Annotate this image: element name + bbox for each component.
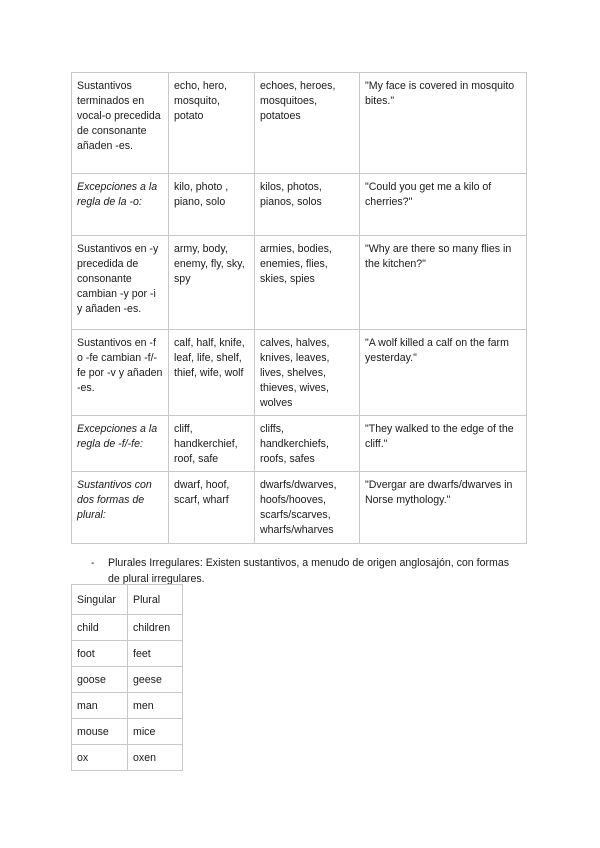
example-cell: "They walked to the edge of the cliff." xyxy=(360,416,527,472)
singular-cell: mouse xyxy=(72,719,128,745)
plural-cell: mice xyxy=(128,719,183,745)
singular-cell: goose xyxy=(72,667,128,693)
plural-cell: oxen xyxy=(128,745,183,771)
singular-cell: dwarf, hoof, scarf, wharf xyxy=(169,472,255,544)
rule-cell: Excepciones a la regla de -f/-fe: xyxy=(72,416,169,472)
bullet-dash: - xyxy=(91,557,95,569)
singular-cell: kilo, photo , piano, solo xyxy=(169,174,255,236)
singular-cell: man xyxy=(72,693,128,719)
rule-cell: Sustantivos en -f o -fe cambian -f/-fe por -v y añaden -es. xyxy=(72,330,169,416)
plural-cell: geese xyxy=(128,667,183,693)
irregular-plurals-table xyxy=(71,584,183,771)
singular-cell: echo, hero, mosquito, potato xyxy=(169,73,255,174)
plural-cell: cliffs, handkerchiefs, roofs, safes xyxy=(255,416,360,472)
rule-cell: Excepciones a la regla de la -o: xyxy=(72,174,169,236)
table-row xyxy=(72,73,527,174)
table-row xyxy=(72,745,183,771)
plural-cell: dwarfs/dwarves, hoofs/hooves, scarfs/scarves, wharfs/wharves xyxy=(255,472,360,544)
header-singular: Singular xyxy=(72,585,128,615)
example-cell: "Could you get me a kilo of cherries?" xyxy=(360,174,527,236)
table-row xyxy=(72,667,183,693)
table-row xyxy=(72,472,527,544)
table-row xyxy=(72,416,527,472)
irregular-plurals-table-body xyxy=(72,585,183,771)
example-cell: "Why are there so many flies in the kitchen?" xyxy=(360,236,527,330)
table-row xyxy=(72,641,183,667)
plural-cell: feet xyxy=(128,641,183,667)
table-row xyxy=(72,330,527,416)
singular-cell: cliff, handkerchief, roof, safe xyxy=(169,416,255,472)
singular-cell: child xyxy=(72,615,128,641)
bullet-text: Plurales Irregulares: Existen sustantivos, a menudo de origen anglosajón, con formas de plural irregulares. xyxy=(108,557,510,585)
plural-cell: men xyxy=(128,693,183,719)
singular-cell: ox xyxy=(72,745,128,771)
singular-cell: foot xyxy=(72,641,128,667)
rule-cell: Sustantivos con dos formas de plural: xyxy=(72,472,169,544)
table-row xyxy=(72,693,183,719)
singular-cell: army, body, enemy, fly, sky, spy xyxy=(169,236,255,330)
plural-cell: echoes, heroes, mosquitoes, potatoes xyxy=(255,73,360,174)
table-header-row xyxy=(72,585,183,615)
table-row xyxy=(72,236,527,330)
table-row xyxy=(72,174,527,236)
singular-cell: calf, half, knife, leaf, life, shelf, thief, wife, wolf xyxy=(169,330,255,416)
plural-cell: kilos, photos, pianos, solos xyxy=(255,174,360,236)
plural-cell: children xyxy=(128,615,183,641)
plural-cell: calves, halves, knives, leaves, lives, shelves, thieves, wives, wolves xyxy=(255,330,360,416)
header-plural: Plural xyxy=(128,585,183,615)
rule-cell: Sustantivos en -y precedida de consonante cambian -y por -i y añaden -es. xyxy=(72,236,169,330)
irregular-plurals-bullet xyxy=(91,556,511,587)
table-row xyxy=(72,615,183,641)
example-cell: "My face is covered in mosquito bites." xyxy=(360,73,527,174)
example-cell: "Dvergar are dwarfs/dwarves in Norse mythology." xyxy=(360,472,527,544)
plural-rules-table xyxy=(71,72,527,544)
plural-rules-table-body xyxy=(72,73,527,544)
rule-cell: Sustantivos terminados en vocal-o precedida de consonante añaden -es. xyxy=(72,73,169,174)
table-row xyxy=(72,719,183,745)
plural-cell: armies, bodies, enemies, flies, skies, spies xyxy=(255,236,360,330)
example-cell: "A wolf killed a calf on the farm yesterday." xyxy=(360,330,527,416)
